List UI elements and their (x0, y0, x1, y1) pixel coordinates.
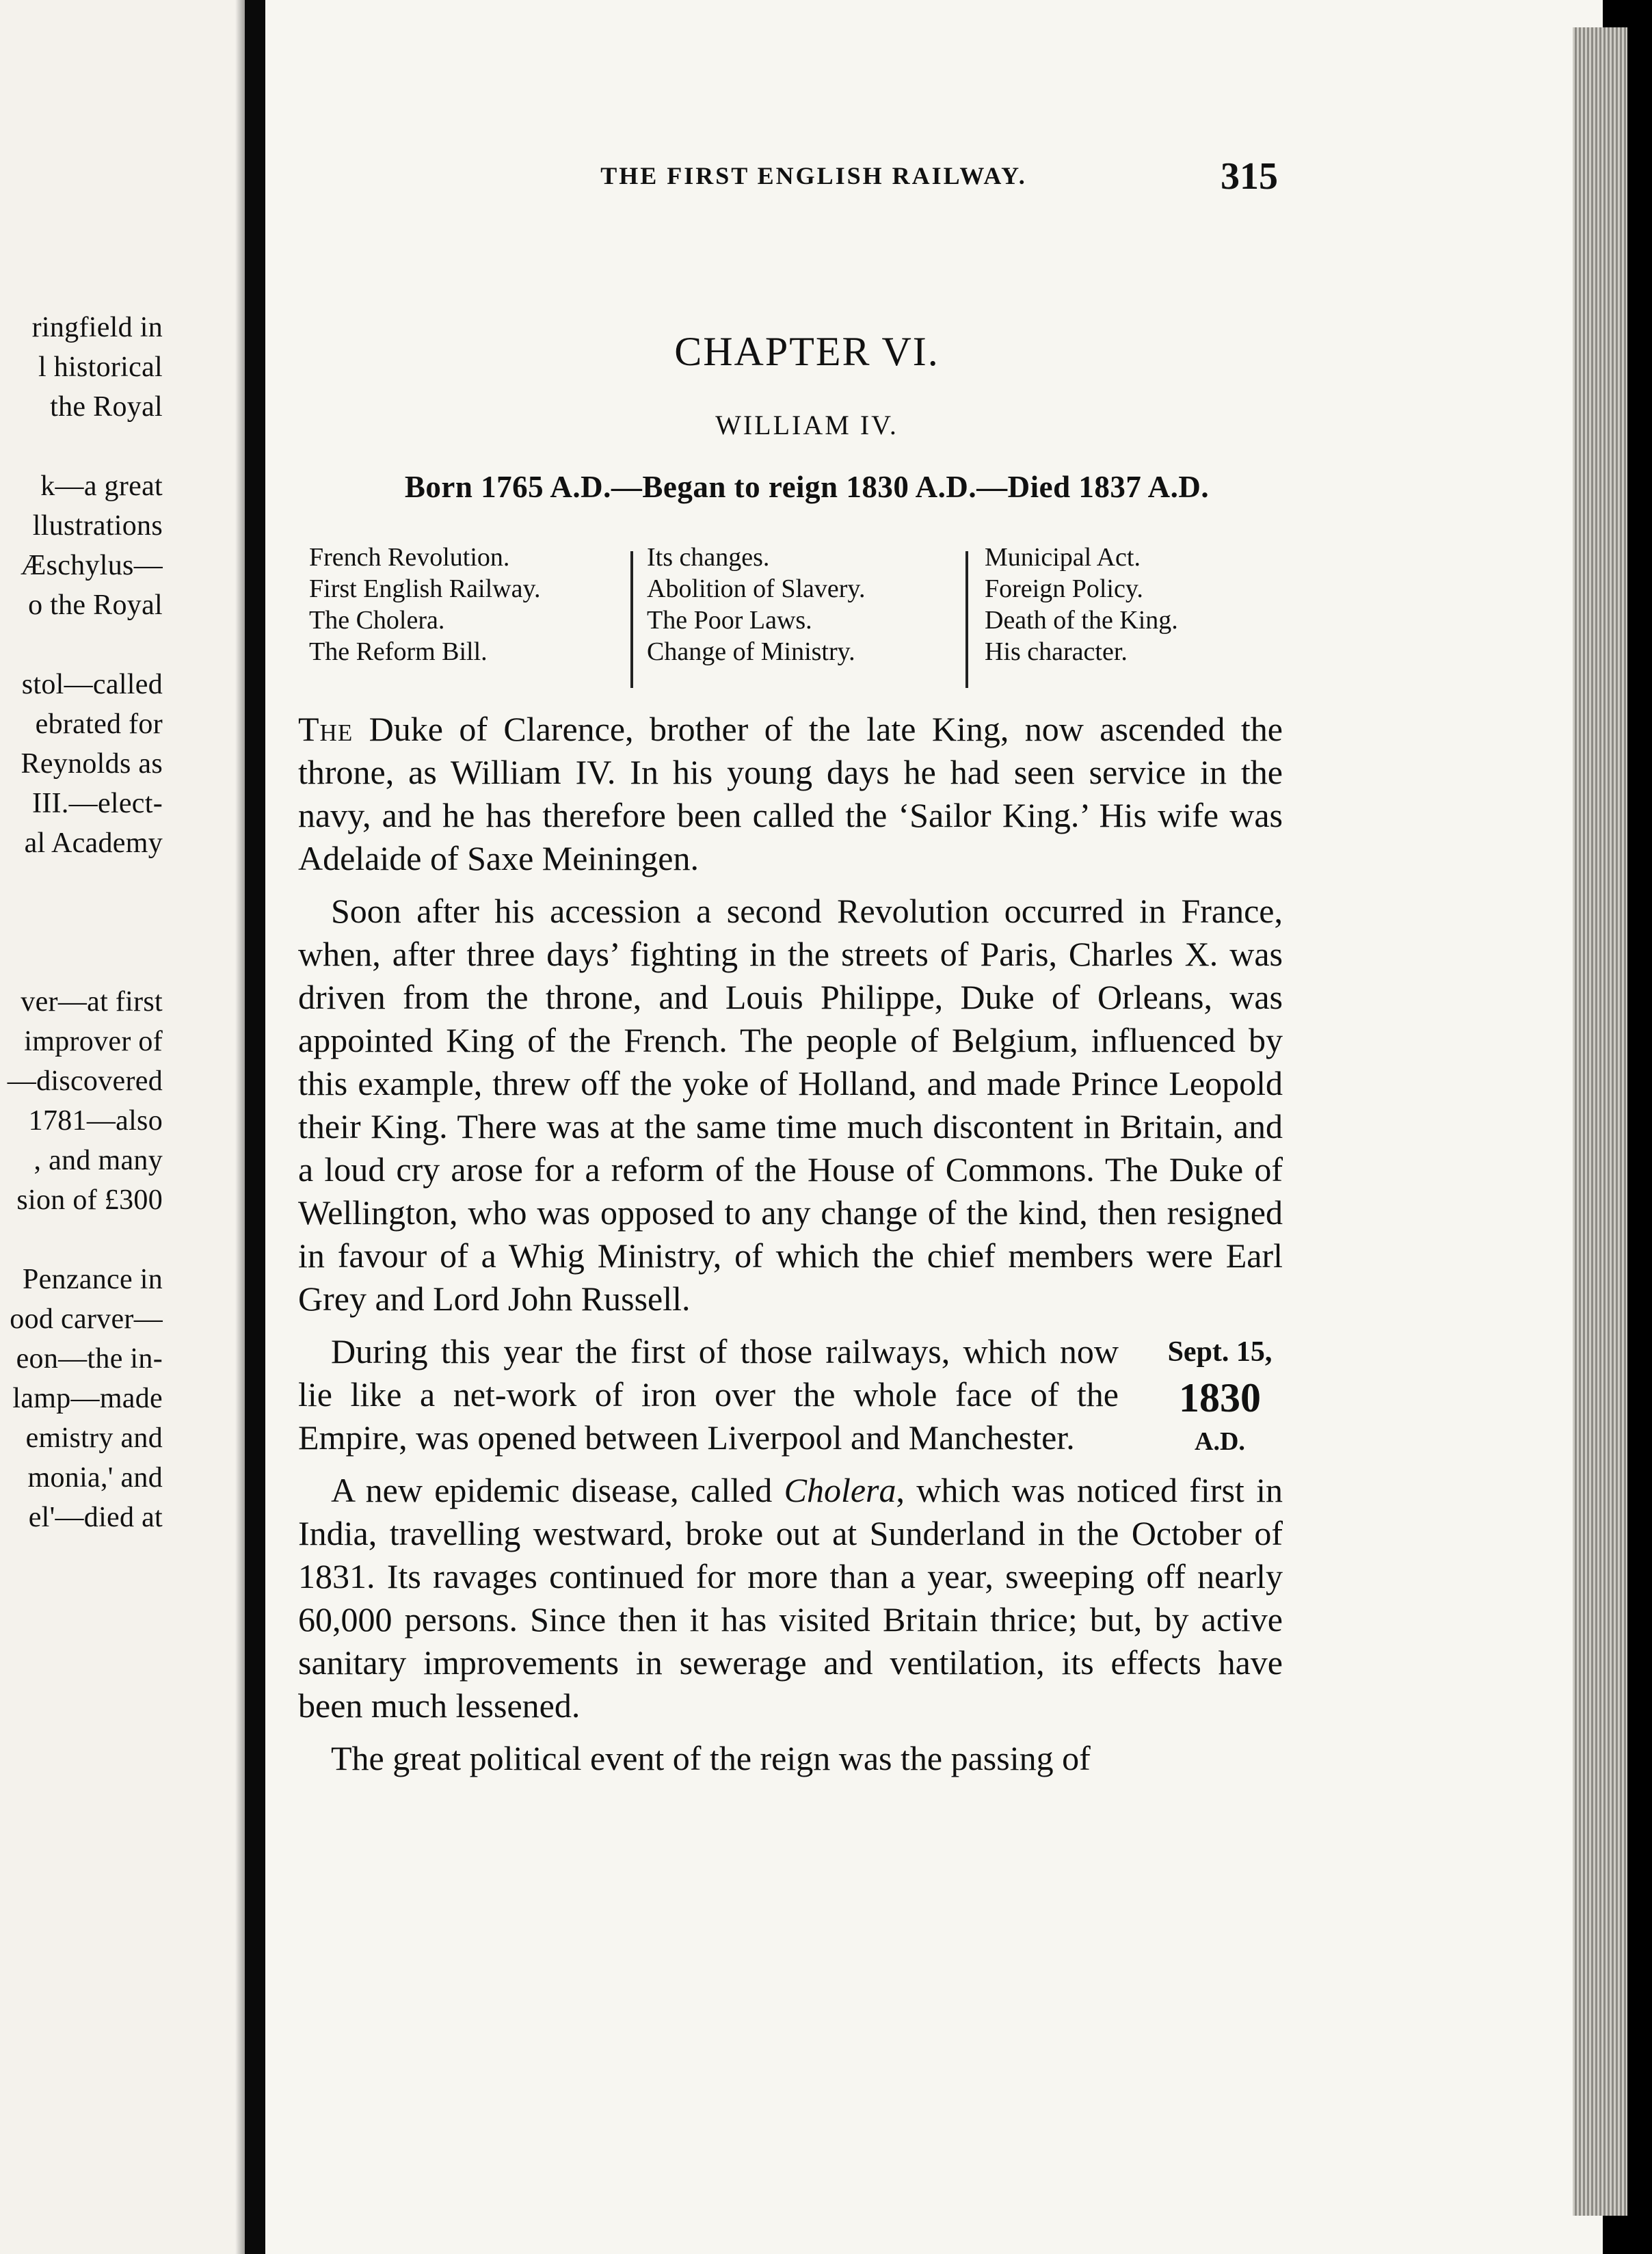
body-text (298, 708, 1283, 1790)
paragraph-italic: Cholera (784, 1471, 896, 1509)
left-page-line: the Royal (50, 391, 163, 423)
paragraph-cholera (298, 1469, 1283, 1727)
left-page-line: k—a great (40, 470, 163, 502)
contents-item: Its changes. (647, 543, 770, 572)
left-page-line: l historical (38, 352, 163, 383)
paragraph-text: , which was noticed first in India, travelling westward, broke out at Sunderland in the October of 1831. Its ravages continued for more than a year, sweeping off nearly 60,000 persons. Since then it has visited Britain thrice; but, by active sanitary improvements in sewerage and ventilation, its effects have been much lessened. (298, 1471, 1283, 1725)
book-gutter (245, 0, 265, 2254)
margin-note-year: 1830 (1179, 1375, 1261, 1420)
contents-column-1 (309, 542, 624, 667)
left-page (0, 0, 245, 2254)
left-page-line: stol—called (21, 669, 163, 700)
left-page-line: eon—the in- (16, 1343, 163, 1375)
contents-divider (965, 551, 968, 688)
contents-item: The Reform Bill. (309, 637, 488, 666)
left-page-line: Reynolds as (21, 748, 163, 780)
left-page-line: ebrated for (35, 708, 163, 740)
left-page-line: Penzance in (22, 1264, 163, 1295)
left-page-line: III.—elect- (31, 788, 163, 819)
left-page-line: el'—died at (28, 1502, 163, 1533)
left-page-line: improver of (24, 1026, 163, 1057)
left-page-shadow (235, 0, 245, 2254)
left-page-text (0, 308, 239, 1537)
left-page-line (0, 942, 239, 982)
running-head: THE FIRST ENGLISH RAILWAY. (600, 162, 1027, 189)
paragraph-text: Duke of Clarence, brother of the late King, now ascended the throne, as William IV. In his young days he had seen service in the navy, and he has therefore been called the ‘Sailor King.’ His wife was Adelaide of Saxe Meiningen. (298, 710, 1283, 877)
left-page-line: , and many (34, 1145, 163, 1176)
contents-item: Change of Ministry. (647, 637, 855, 666)
contents-item: Municipal Act. (985, 543, 1141, 572)
left-page-line: 1781—also (28, 1105, 163, 1137)
left-page-line (0, 903, 239, 942)
left-page-line: al Academy (24, 827, 163, 859)
left-page-line (0, 863, 239, 903)
paragraph-revolution: Soon after his accession a second Revolution occurred in France, when, after three days’ fighting in the streets of Paris, Charles X. was driven from the throne, and Louis Philippe, Duke of Orleans, was appointed King of the French. The people of Belgium, influenced by this example, threw off the yoke of Holland, and made Prince Leopold their King. There was at the same time much discontent in Britain, and a loud cry arose for a reform of the House of Commons. The Duke of Wellington, who was opposed to any change of the kind, then resigned in favour of a Whig Ministry, of which the chief members were Earl Grey and Lord John Russell. (298, 892, 1283, 1318)
contents-item: Foreign Policy. (985, 574, 1143, 603)
contents-item: His character. (985, 637, 1128, 666)
left-page-line: llustrations (32, 510, 163, 542)
chapter-title: CHAPTER VI. (674, 329, 940, 374)
contents-divider (630, 551, 633, 688)
contents-item: First English Railway. (309, 574, 541, 603)
left-page-line (0, 1220, 239, 1260)
railway-block (298, 1330, 1283, 1459)
margin-note-era: A.D. (1195, 1427, 1245, 1456)
reign-dates: Born 1765 A.D.—Began to reign 1830 A.D.—Died 1837 A.D. (404, 470, 1210, 504)
left-page-line: ood carver— (10, 1303, 163, 1335)
contents-item: French Revolution. (309, 543, 510, 572)
contents-column-3 (985, 542, 1299, 667)
left-page-line (0, 625, 239, 665)
page-edges (1573, 27, 1627, 2216)
paragraph-reform: The great political event of the reign was the passing of (331, 1739, 1091, 1777)
left-page-line: lamp—made (12, 1383, 163, 1414)
chapter-subtitle: WILLIAM IV. (715, 410, 898, 440)
left-page-line: sion of £300 (16, 1184, 163, 1216)
left-page-line: o the Royal (28, 589, 163, 621)
contents-column-2 (647, 542, 955, 667)
page-number: 315 (1221, 155, 1278, 198)
left-page-line: —discovered (7, 1065, 163, 1097)
contents-item: Abolition of Slavery. (647, 574, 866, 603)
paragraph-railway: During this year the first of those railways, which now lie like a net-work of iron over the whole face of the Empire, was opened between Liverpool and Manchester. (298, 1332, 1119, 1457)
paragraph-text: A new epidemic disease, called (331, 1471, 784, 1509)
contents-item: The Poor Laws. (647, 606, 812, 635)
left-page-line (0, 427, 239, 466)
paragraph-lead-word: The (298, 710, 354, 748)
left-page-line: Æschylus— (20, 550, 163, 581)
paragraph-accession (298, 708, 1283, 880)
left-page-line: monia,' and (27, 1462, 163, 1494)
left-page-line: ver—at first (21, 986, 163, 1018)
margin-note (1151, 1333, 1288, 1459)
contents-item: The Cholera. (309, 606, 445, 635)
contents-item: Death of the King. (985, 606, 1178, 635)
left-page-line: emistry and (25, 1422, 163, 1454)
left-page-line: ringfield in (31, 312, 163, 343)
margin-note-date: Sept. 15, (1167, 1336, 1273, 1368)
